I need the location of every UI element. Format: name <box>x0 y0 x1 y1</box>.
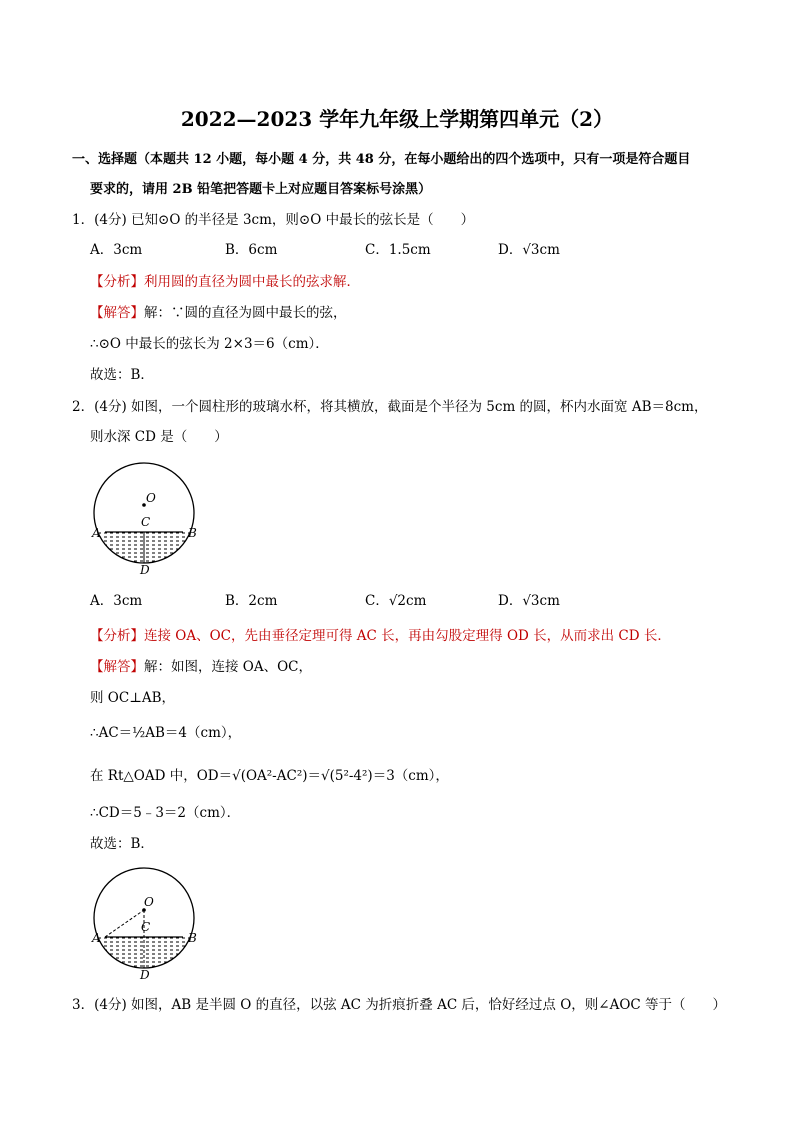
q2-option-d: D．√3cm <box>498 593 560 609</box>
label-a: A <box>92 526 101 540</box>
q1-option-c: C．1.5cm <box>365 242 431 258</box>
q2-answer-line2: 则 OC⊥AB， <box>90 690 176 706</box>
section-heading-line1: 一、选择题（本题共 12 小题，每小题 4 分，共 48 分，在每小题给出的四个选项中，只有一项是符合题目 <box>72 152 691 167</box>
q2-option-b: B．2cm <box>225 593 278 609</box>
q3-stem: 3．(4分) 如图，AB 是半圆 O 的直径，以弦 AC 为折痕折叠 AC 后，恰好经过点 O，则∠AOC 等于（ ） <box>72 997 727 1013</box>
q1-option-d: D．√3cm <box>498 242 560 258</box>
q2-analysis-text: 连接 OA、OC，先由垂径定理可得 AC 长，再由勾股定理得 OD 长，从而求出 CD 长． <box>144 628 671 644</box>
q2-figure-circle-water <box>86 455 216 575</box>
q1-stem: 1．(4分) 已知⊙O 的半径是 3cm，则⊙O 中最长的弦长是（ ） <box>72 212 475 228</box>
q1-answer-line1 <box>90 301 347 321</box>
label-c: C <box>141 920 151 934</box>
q1-answer-text1: 解：∵圆的直径为圆中最长的弦， <box>144 305 347 321</box>
label-d: D <box>140 563 150 575</box>
label-o: O <box>144 895 154 909</box>
q1-answer-tag: 【解答】 <box>90 305 144 321</box>
q1-answer-line2: ∴⊙O 中最长的弦长为 2×3＝6（cm）． <box>90 336 329 352</box>
label-o: O <box>146 491 156 505</box>
q2-stem-line2: 则水深 CD 是（ ） <box>90 429 228 445</box>
q2-choice: 故选：B． <box>90 836 154 852</box>
q2-answer-text1: 解：如图，连接 OA、OC， <box>144 659 313 675</box>
q2-analysis-tag: 【分析】 <box>90 628 144 644</box>
q2-option-a: A．3cm <box>90 593 143 609</box>
label-b: B <box>188 931 197 945</box>
label-b: B <box>188 526 197 540</box>
q2-option-c: C．√2cm <box>365 593 427 609</box>
q2-solution-figure <box>86 860 216 980</box>
q1-option-b: B．6cm <box>225 242 278 258</box>
segment-oa <box>105 910 144 937</box>
q2-answer-line3: ∴AC＝½AB＝4（cm）， <box>90 725 242 741</box>
q1-option-a: A．3cm <box>90 242 143 258</box>
q1-analysis-tag: 【分析】 <box>90 274 144 290</box>
section-heading-line2: 要求的，请用 2B 铅笔把答题卡上对应题目答案标号涂黑） <box>90 182 432 197</box>
q2-stem-line1: 2．(4分) 如图，一个圆柱形的玻璃水杯，将其横放，截面是个半径为 5cm 的圆，杯内水面宽 AB＝8cm， <box>72 399 708 415</box>
label-d: D <box>140 968 150 980</box>
q2-answer-tag: 【解答】 <box>90 659 144 675</box>
label-a: A <box>92 931 101 945</box>
label-c: C <box>141 515 151 529</box>
q1-choice: 故选：B． <box>90 367 154 383</box>
q2-answer-line4: 在 Rt△OAD 中，OD＝√(OA²-AC²)＝√(5²-4²)＝3（cm）， <box>90 768 449 784</box>
q2-answer-line1 <box>90 655 312 675</box>
q1-analysis-text: 利用圆的直径为圆中最长的弦求解． <box>144 274 360 290</box>
page-title: 2022—2023 学年九年级上学期第四单元（2） <box>180 107 614 131</box>
q2-analysis <box>90 624 671 644</box>
q2-answer-line5: ∴CD＝5﹣3＝2（cm）． <box>90 805 241 821</box>
q1-analysis <box>90 270 360 290</box>
